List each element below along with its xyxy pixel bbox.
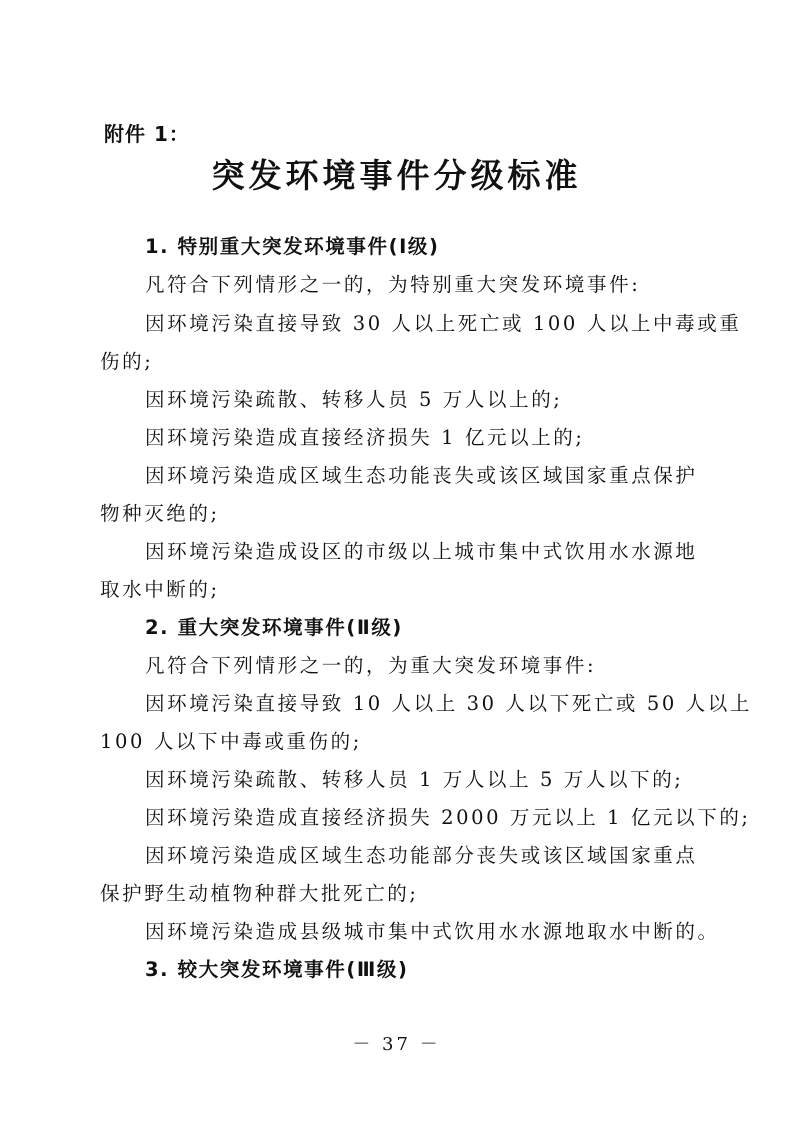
paragraph-line: 伤的; [100, 350, 154, 373]
paragraph-line: 因环境污染直接导致 30 人以上死亡或 100 人以上中毒或重 [145, 312, 742, 335]
paragraph-line: 凡符合下列情形之一的，为特别重大突发环境事件: [145, 273, 641, 296]
paragraph-line: 因环境污染造成直接经济损失 2000 万元以上 1 亿元以下的; [145, 806, 751, 829]
paragraph-line: 100 人以下中毒或重伤的; [100, 730, 362, 753]
paragraph-line: 因环境污染造成设区的市级以上城市集中式饮用水水源地 [145, 540, 698, 563]
document-title: 突发环境事件分级标准 [211, 156, 582, 195]
section-heading-level-3: 3. 较大突发环境事件(Ⅲ级) [145, 958, 409, 981]
paragraph-line: 凡符合下列情形之一的，为重大突发环境事件: [145, 654, 597, 677]
paragraph-line: 因环境污染直接导致 10 人以上 30 人以下死亡或 50 人以上 [145, 692, 752, 715]
paragraph-line: 因环境污染疏散、转移人员 5 万人以上的; [145, 388, 563, 411]
paragraph-line: 因环境污染疏散、转移人员 1 万人以上 5 万人以下的; [145, 768, 684, 791]
paragraph-line: 因环境污染造成区域生态功能丧失或该区域国家重点保护 [145, 464, 698, 487]
page-number: － 37 － [352, 1034, 441, 1055]
section-heading-level-2: 2. 重大突发环境事件(Ⅱ级) [145, 616, 403, 639]
paragraph-line: 因环境污染造成区域生态功能部分丧失或该区域国家重点 [145, 844, 698, 867]
paragraph-line: 因环境污染造成直接经济损失 1 亿元以上的; [145, 426, 585, 449]
paragraph-line: 保护野生动植物种群大批死亡的; [100, 882, 419, 905]
paragraph-line: 因环境污染造成县级城市集中式饮用水水源地取水中断的。 [145, 920, 720, 943]
paragraph-line: 物种灭绝的; [100, 502, 220, 525]
paragraph-line: 取水中断的; [100, 578, 220, 601]
attachment-label: 附件 1： [104, 122, 190, 146]
section-heading-level-1: 1. 特别重大突发环境事件(Ⅰ级) [145, 235, 440, 258]
